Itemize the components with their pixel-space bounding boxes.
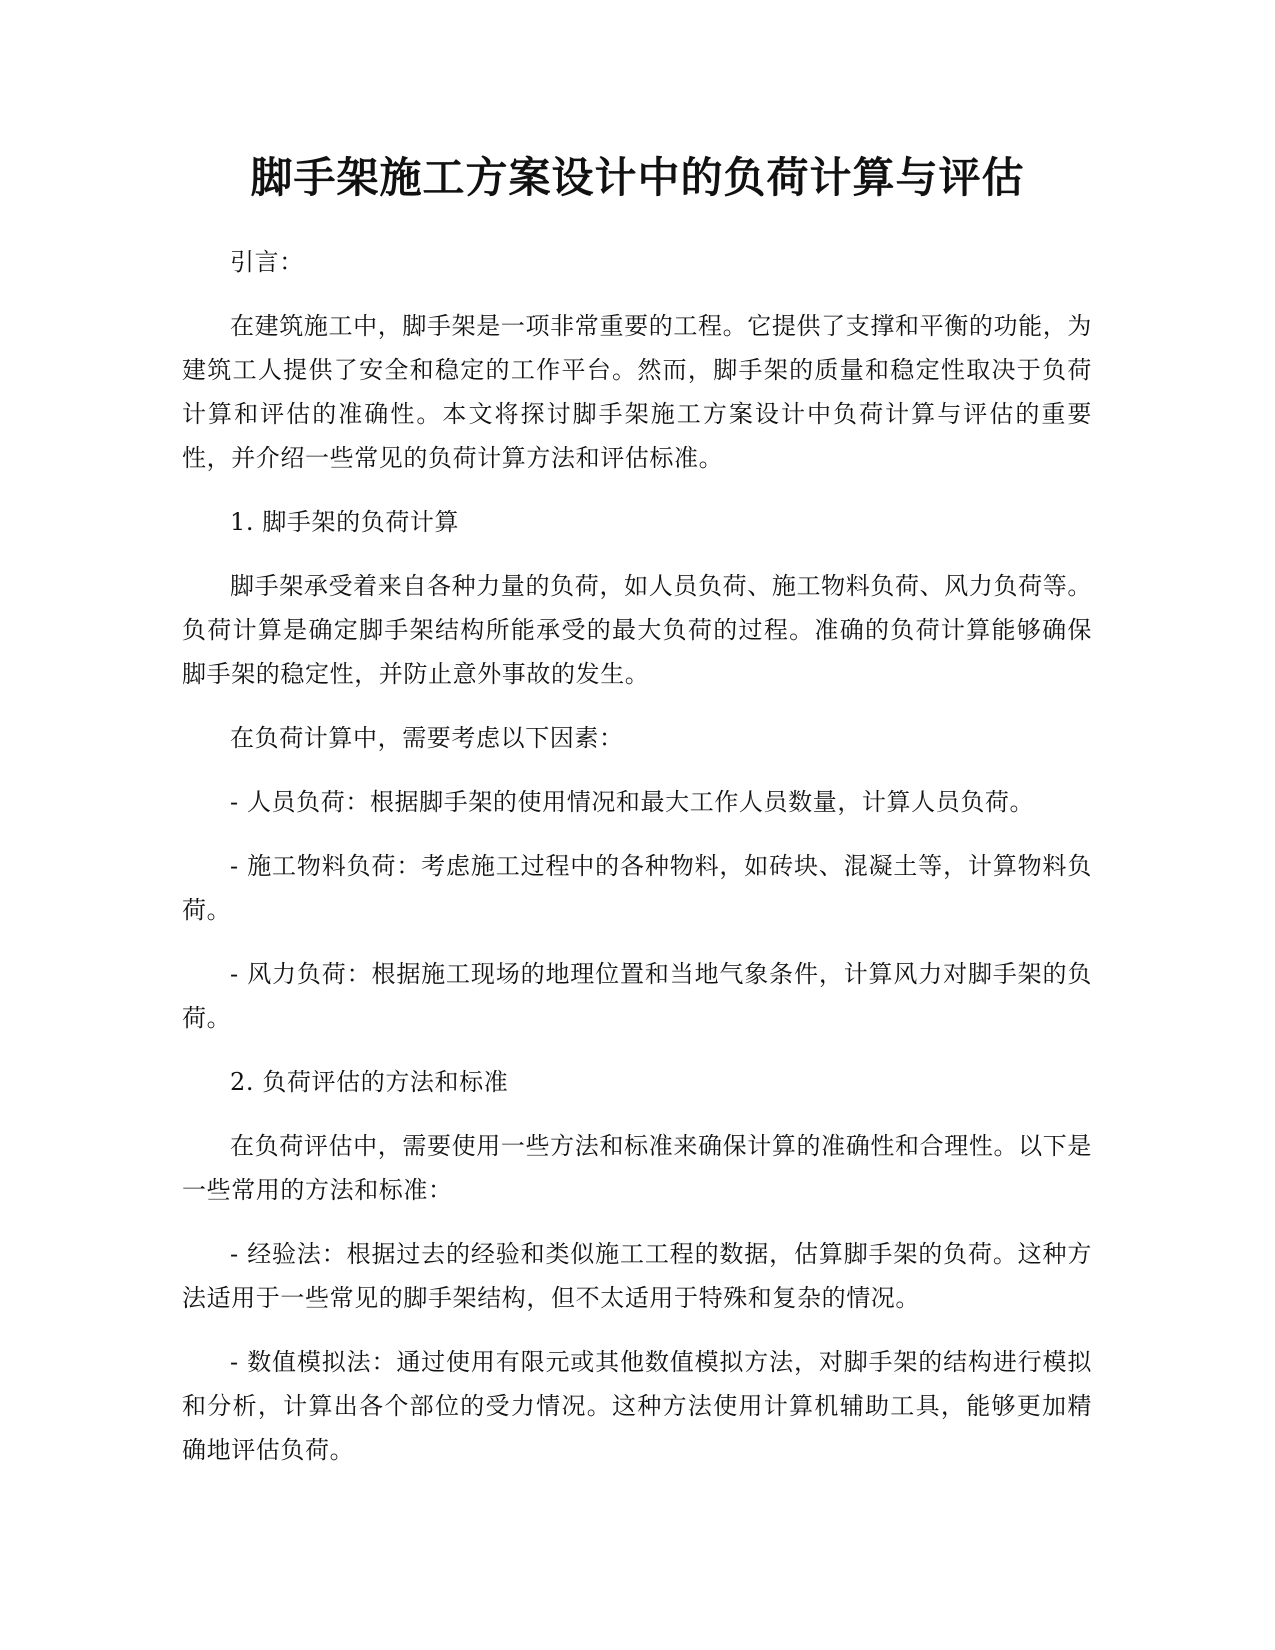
section-heading-1: 1. 脚手架的负荷计算 [230, 508, 460, 536]
intro-label: 引言： [230, 248, 304, 276]
intro-paragraph: 在建筑施工中，脚手架是一项非常重要的工程。它提供了支撑和平衡的功能，为建筑工人提供了安全和稳定的工作平台。然而，脚手架的质量和稳定性取决于负荷计算和评估的准确性。本文将探讨脚手架施工方案设计中负荷计算与评估的重要性，并介绍一些常见的负荷计算方法和评估标准。 [182, 312, 1092, 472]
section-heading-2: 2. 负荷评估的方法和标准 [230, 1068, 509, 1096]
factors-intro: 在负荷计算中，需要考虑以下因素： [230, 724, 624, 752]
document-title: 脚手架施工方案设计中的负荷计算与评估 [250, 153, 1025, 202]
list-item-wind-load: - 风力负荷：根据施工现场的地理位置和当地气象条件，计算风力对脚手架的负荷。 [182, 960, 1092, 1032]
list-item-material-load: - 施工物料负荷：考虑施工过程中的各种物料，如砖块、混凝土等，计算物料负荷。 [182, 852, 1092, 924]
document-body [182, 240, 1092, 1492]
list-item-numerical-simulation: - 数值模拟法：通过使用有限元或其他数值模拟方法，对脚手架的结构进行模拟和分析，计算出各个部位的受力情况。这种方法使用计算机辅助工具，能够更加精确地评估负荷。 [182, 1348, 1092, 1464]
evaluation-intro-paragraph: 在负荷评估中，需要使用一些方法和标准来确保计算的准确性和合理性。以下是一些常用的方法和标准： [182, 1132, 1092, 1204]
load-calculation-paragraph: 脚手架承受着来自各种力量的负荷，如人员负荷、施工物料负荷、风力负荷等。负荷计算是确定脚手架结构所能承受的最大负荷的过程。准确的负荷计算能够确保脚手架的稳定性，并防止意外事故的发生。 [182, 572, 1092, 688]
list-item-empirical-method: - 经验法：根据过去的经验和类似施工工程的数据，估算脚手架的负荷。这种方法适用于一些常见的脚手架结构，但不太适用于特殊和复杂的情况。 [182, 1240, 1092, 1312]
list-item-personnel-load: - 人员负荷：根据脚手架的使用情况和最大工作人员数量，计算人员负荷。 [230, 788, 1035, 816]
